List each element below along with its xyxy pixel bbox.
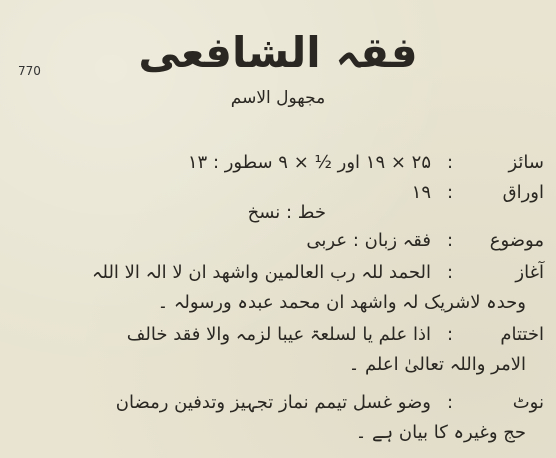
entry-beginning	[0, 258, 556, 288]
ending-value: اذا علم یا لسلعۃ عیبا لزمہ والا فقد خالف	[126, 324, 431, 345]
folios-label: اوراق	[502, 182, 544, 203]
entry-subject	[0, 226, 556, 256]
entry-script	[0, 198, 556, 228]
beginning-continuation: وحدہ لاشریک لہ واشھد ان محمد عبدہ ورسولہ ۔	[157, 292, 526, 313]
ending-continuation-line	[0, 350, 556, 380]
subject-value: فقہ زبان : عربی	[306, 230, 431, 251]
subject-colon: :	[446, 230, 454, 251]
beginning-continuation-line	[0, 288, 556, 318]
author-line: مجھول الاسم	[230, 88, 326, 108]
folios-colon: :	[446, 182, 454, 203]
note-colon: :	[446, 392, 454, 413]
size-label: سائز	[508, 152, 544, 173]
note-continuation: حج وغیرہ کا بیان ہے ۔	[355, 422, 526, 443]
folios-value: ۱۹	[411, 182, 431, 203]
note-value: وضو غسل تیمم نماز تجہیز وتدفین رمضان	[115, 392, 431, 413]
entry-note	[0, 388, 556, 418]
ending-continuation: الامر واللہ تعالیٰ اعلم ۔	[348, 354, 526, 375]
ending-label: اختتام	[500, 324, 544, 345]
size-colon: :	[446, 152, 454, 173]
note-continuation-line	[0, 418, 556, 448]
manuscript-title: فقہ الشافعی	[138, 28, 418, 77]
subject-label: موضوع	[489, 230, 544, 251]
note-label: نوٹ	[512, 392, 544, 413]
ending-colon: :	[446, 324, 454, 345]
beginning-colon: :	[446, 262, 454, 283]
beginning-value: الحمد للہ رب العالمین واشھد ان لا الہ الا اللہ	[91, 262, 431, 283]
beginning-label: آغاز	[515, 262, 544, 283]
size-value: ۲۵ × ۱۹ اور ½ × ۹ سطور : ۱۳	[187, 152, 431, 173]
entry-ending	[0, 320, 556, 350]
entry-size	[0, 148, 556, 178]
script-value: خط : نسخ	[247, 202, 326, 223]
page-number: 770	[18, 64, 41, 78]
